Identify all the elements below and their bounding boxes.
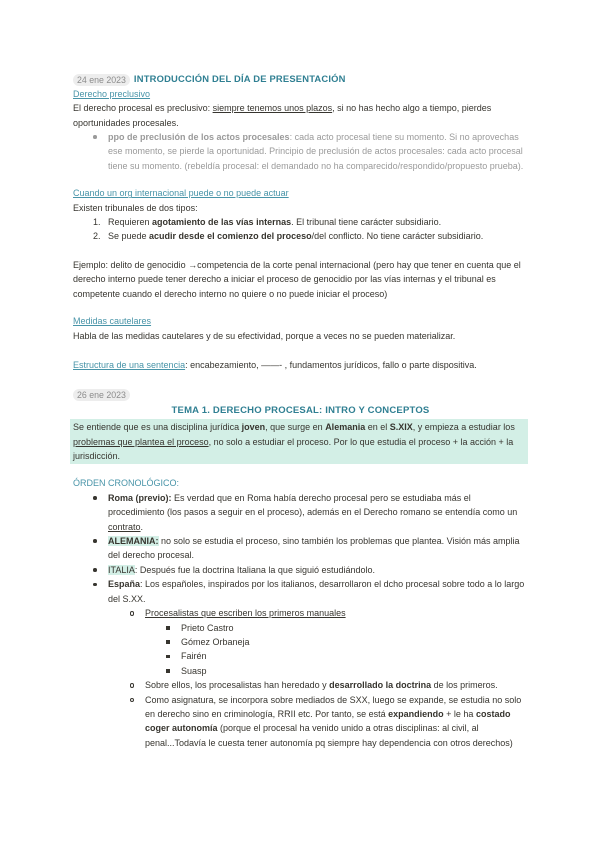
text-run: , si no has hecho algo a tiempo, pierdes oportunidades procesales. — [73, 103, 492, 128]
paragraph — [73, 358, 528, 372]
square-bullet-marker — [166, 640, 170, 644]
bold-text: agotamiento de las vías internas — [152, 217, 292, 228]
text-run: El derecho procesal es preclusivo: — [73, 103, 213, 114]
text-run: , que surge en — [265, 422, 326, 433]
sub-list-item — [73, 678, 528, 692]
section-heading-text: Medidas cautelares — [73, 316, 152, 327]
text-run: Se entiende que es una disciplina jurídica — [73, 422, 242, 433]
text-run: Sobre ellos, los procesalistas han heredado y — [145, 680, 330, 691]
underlined-text: contrato — [108, 521, 141, 532]
bold-text: desarrollado la doctrina — [329, 680, 432, 691]
document-body — [73, 72, 528, 750]
section-heading-text: Estructura de una sentencia — [73, 359, 186, 370]
highlighted-summary — [70, 419, 528, 464]
square-bullet-marker — [166, 655, 170, 659]
text-run: de los primeros. — [431, 680, 498, 691]
bullet-marker — [93, 568, 97, 572]
bold-text: expandiendo — [388, 708, 444, 719]
text-run: /del conflicto. No tiene carácter subsidiario. — [311, 231, 484, 242]
section-heading — [73, 186, 528, 200]
bold-text: joven — [241, 422, 266, 433]
text-run: . El tribunal tiene carácter subsidiario. — [291, 217, 442, 228]
text-run: en el — [365, 422, 390, 433]
session-header — [73, 72, 528, 87]
hollow-bullet-marker — [130, 698, 134, 702]
text-run: (porque el procesal ha venido unido a otras disciplinas: al civil, al penal...Todavía le cuesta tener autonomía pq siempre hay dependencia con otros derechos) — [145, 723, 513, 748]
item-number: 2. — [93, 231, 101, 242]
paragraph — [73, 101, 528, 130]
paragraph: Habla de las medidas cautelares y de su efectividad, porque a veces no se pueden materializar. — [73, 330, 456, 341]
section-heading — [73, 87, 528, 101]
item-number: 1. — [93, 217, 101, 228]
square-bullet-marker — [166, 669, 170, 673]
bold-text: Roma (previo): — [108, 492, 172, 503]
section-heading-text: Cuando un org internacional puede o no puede actuar — [73, 188, 289, 199]
text-run: Como asignatura, se incorpora sobre mediados de SXX, luego se expande, se estudia no solo en derecho sino en criminología, RRII etc. Por tanto, se está — [145, 694, 522, 719]
sub-list-item — [73, 606, 528, 620]
text-run: + le ha — [443, 708, 476, 719]
highlighted-text: ITALIA — [108, 564, 135, 575]
bullet-marker — [93, 539, 97, 543]
list-item — [73, 577, 528, 606]
square-bullet-marker — [166, 626, 170, 630]
list-item — [73, 130, 528, 173]
bold-text: España — [108, 579, 141, 590]
bullet-marker — [93, 583, 97, 587]
author-item — [73, 664, 528, 678]
author-name: Suasp — [181, 665, 207, 676]
hollow-bullet-marker — [130, 611, 134, 615]
text-run: Es verdad que en Roma había derecho procesal pero se estudiaba más el procedimiento (los pasos a seguir en el proceso), además en el Derecho romano se entendía como un — [108, 492, 518, 518]
author-name: Fairén — [181, 651, 207, 662]
section-heading-text: Derecho preclusivo — [73, 88, 151, 99]
date-mention[interactable]: 24 ene 2023 — [73, 74, 130, 86]
author-item — [73, 649, 528, 663]
text-run: : encabezamiento, ——- , fundamentos jurídicos, fallo o parte dispositiva. — [185, 359, 477, 370]
text-run: no solo se estudia el proceso, sino también los problemas que plantea. Visión más amplia del derecho procesal. — [108, 536, 520, 561]
topic-title: TEMA 1. DERECHO PROCESAL: INTRO Y CONCEPTOS — [171, 405, 430, 417]
text-run: : Después fue la doctrina Italiana la que siguió estudiándolo. — [134, 564, 376, 575]
list-item — [73, 563, 528, 577]
session-header — [73, 387, 528, 401]
bullet-marker — [93, 496, 97, 500]
paragraph: Existen tribunales de dos tipos: — [73, 202, 198, 213]
bullet-marker — [93, 135, 97, 139]
hollow-bullet-marker — [130, 683, 134, 687]
numbered-item — [73, 229, 528, 243]
text-run: . — [140, 521, 144, 532]
author-name: Gómez Orbaneja — [181, 636, 250, 647]
text-run: , no solo a estudiar el proceso. Por lo que estudia el proceso + la acción + la jurisdicción. — [73, 436, 514, 462]
example-paragraph: Ejemplo: delito de genocidio →competencia de la corte penal internacional (pero hay que tener en cuenta que el derecho interno puede tener derecho a iniciar el proceso de genocidio por las vías internas y el tribunal es competente cuando el derecho interno no quiere o no puede iniciar el proceso) — [73, 259, 521, 299]
bold-text: Alemania — [325, 422, 366, 433]
author-name: Prieto Castro — [181, 622, 234, 633]
highlighted-text: ALEMANIA: — [108, 536, 159, 547]
list-item — [73, 491, 528, 534]
session-title: INTRODUCCIÓN DEL DÍA DE PRESENTACIÓN — [133, 73, 346, 85]
section-heading: ÓRDEN CRONOLÓGICO: — [73, 478, 180, 489]
section-heading — [73, 314, 528, 328]
underlined-text: Procesalistas que escriben los primeros manuales — [145, 608, 346, 619]
bold-text: S.XIX — [389, 422, 413, 433]
sub-list-item — [73, 693, 528, 751]
text-run: , y empieza a estudiar los — [412, 422, 515, 433]
numbered-item — [73, 215, 528, 229]
bold-text: costado coger autonomía — [145, 708, 511, 734]
text-run: : Los españoles, inspirados por los italianos, desarrollaron el dcho procesal sobre todo a lo largo del S.XX. — [108, 579, 525, 604]
date-mention[interactable]: 26 ene 2023 — [73, 389, 130, 401]
underlined-text: problemas que plantea el proceso — [73, 436, 209, 447]
text-run: : cada acto procesal tiene su momento. Si no aprovechas ese momento, se pierde la oportunidad. Principio de preclusión de actos procesales: cada acto procesal tiene su momento. (rebeldía procesal: el demandado no ha comparecido/respondido/propuesto prueba). — [108, 132, 524, 171]
text-run: Se puede — [108, 231, 150, 242]
list-item — [73, 534, 528, 563]
author-item — [73, 621, 528, 635]
bold-text: acudir desde el comienzo del proceso — [149, 231, 312, 242]
underlined-text: siempre tenemos unos plazos — [212, 103, 333, 114]
bold-text: ppo de preclusión de los actos procesales — [108, 132, 290, 143]
text-run: Requieren — [108, 217, 153, 228]
author-item — [73, 635, 528, 649]
